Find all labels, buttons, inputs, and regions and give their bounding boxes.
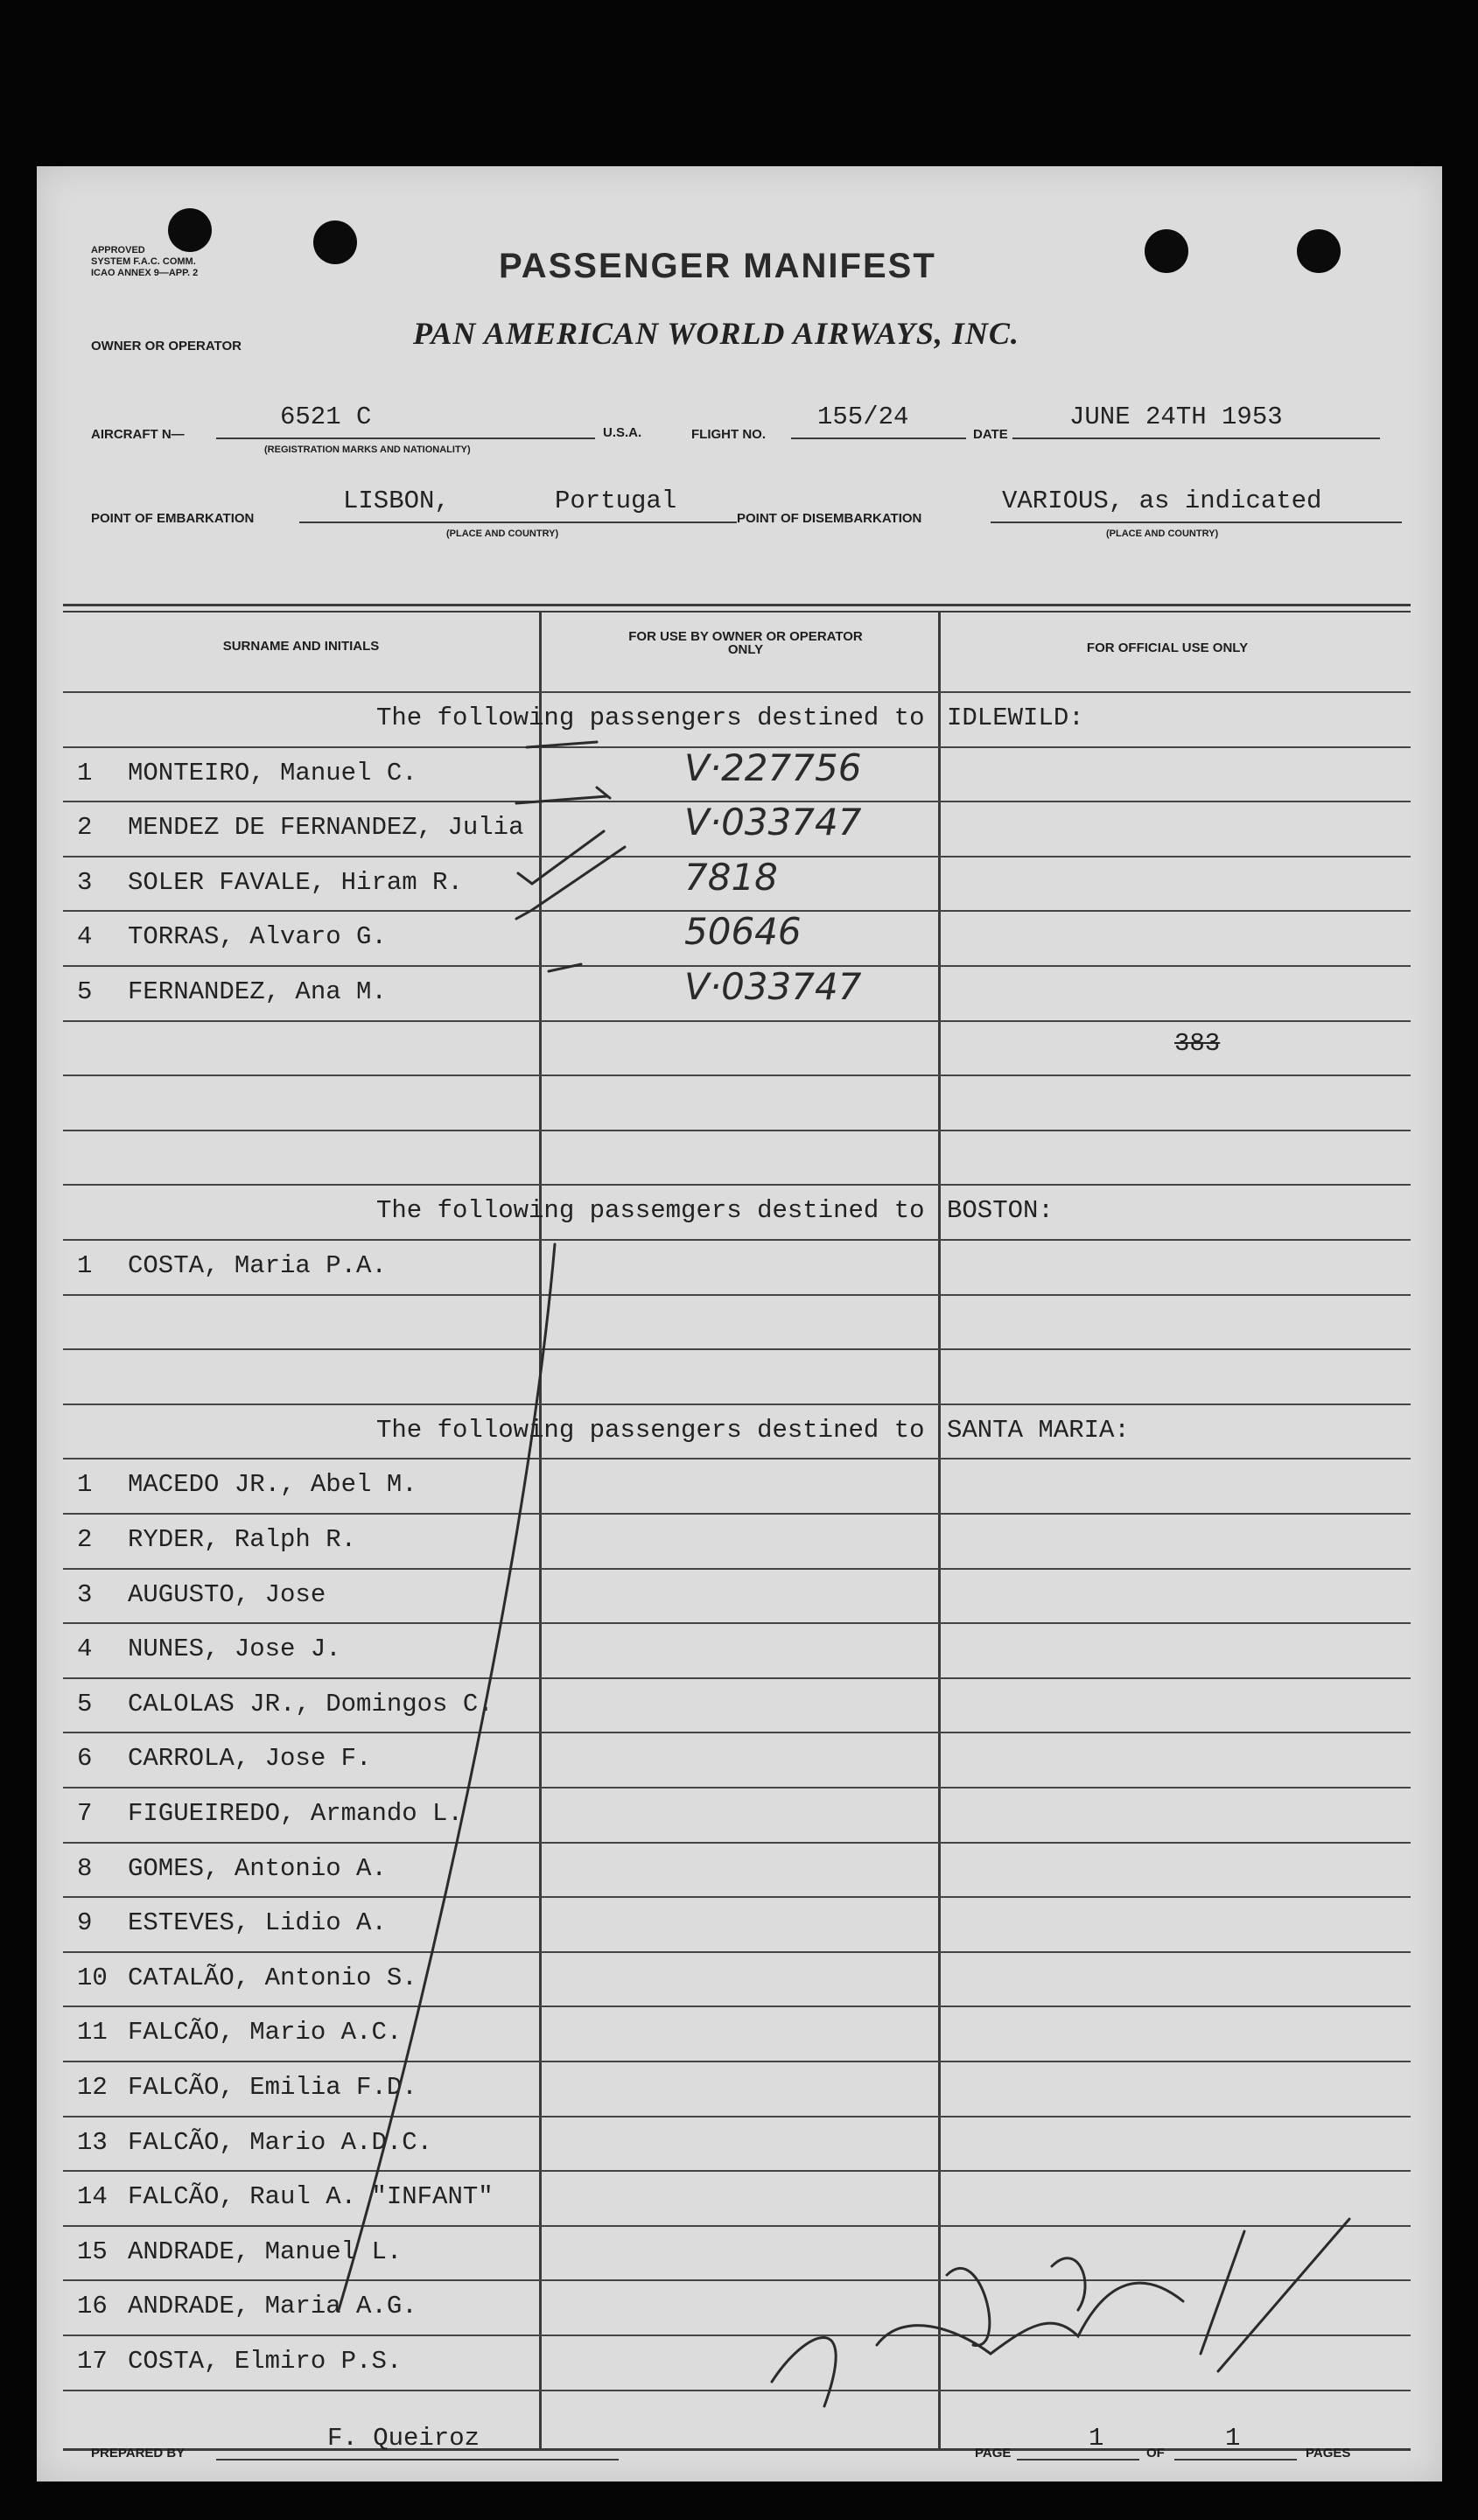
passenger-name: CARROLA, Jose F. [128,1744,372,1774]
strike-line [339,1244,555,2310]
page-count: 1 [1225,2424,1241,2453]
check-mark [516,788,610,803]
prepared-label: PREPARED BY [91,2446,186,2460]
operator-note: V·227756 [684,746,862,789]
date-value: JUNE 24TH 1953 [1069,402,1283,431]
column-header-official-use: FOR OFFICIAL USE ONLY [1086,640,1249,655]
aircraft-label: AIRCRAFT N— [91,427,185,442]
disembarkation-value: VARIOUS, as indicated [1002,486,1322,515]
owner-label: OWNER OR OPERATOR [91,339,242,354]
check-mark [518,831,604,884]
passenger-number: 2 [77,1525,93,1554]
passenger-number: 5 [77,977,93,1006]
column-header-surname: SURNAME AND INITIALS [222,639,380,654]
passenger-name: NUNES, Jose J. [128,1634,341,1664]
official-mark: 383 [1174,1028,1221,1058]
passenger-number: 16 [77,2292,108,2321]
check-mark [527,742,597,747]
passenger-number: 14 [77,2182,108,2212]
page-title: PASSENGER MANIFEST [499,247,936,285]
passenger-number: 11 [77,2018,108,2048]
column-header-owner-use: FOR USE BY OWNER OR OPERATOR ONLY [628,629,863,657]
passenger-number: 4 [77,1634,93,1664]
passenger-number: 5 [77,1689,93,1718]
passenger-name: CATALÃO, Antonio S. [128,1963,417,1992]
of-label: OF [1146,2446,1165,2460]
passenger-number: 1 [77,758,93,788]
form-code-line: APPROVED [91,245,145,256]
passenger-number: 7 [77,1799,93,1828]
passenger-name: AUGUSTO, Jose [128,1579,326,1609]
page-number: 1 [1089,2424,1104,2453]
passenger-name: MONTEIRO, Manuel C. [128,758,417,788]
form-code-line: SYSTEM F.A.C. COMM. [91,256,196,267]
passenger-name: FERNANDEZ, Ana M. [128,977,387,1006]
prepared-value: F. Queiroz [327,2424,480,2453]
passenger-name: FALCÃO, Mario A.C. [128,2018,403,2048]
aircraft-value: 6521 C [280,402,372,431]
passenger-number: 13 [77,2127,108,2157]
passenger-name: ANDRADE, Maria A.G. [128,2292,417,2321]
passenger-number: 4 [77,922,93,952]
passenger-name: FALCÃO, Mario A.D.C. [128,2127,433,2157]
aircraft-sub: (REGISTRATION MARKS AND NATIONALITY) [264,444,471,455]
embarkation-country: Portugal [555,486,677,515]
passenger-name: MENDEZ DE FERNANDEZ, Julia [128,813,524,843]
passenger-number: 15 [77,2236,108,2266]
passenger-number: 2 [77,813,93,843]
flight-value: 155/24 [817,402,909,431]
passenger-name: COSTA, Elmiro P.S. [128,2347,403,2376]
group-heading: The following passemgers destined to [376,1196,925,1226]
flight-label: FLIGHT NO. [691,427,766,442]
passenger-name: ANDRADE, Manuel L. [128,2236,403,2266]
passenger-number: 8 [77,1853,93,1883]
embarkation-label: POINT OF EMBARKATION [91,511,255,526]
passenger-name: SOLER FAVALE, Hiram R. [128,867,463,897]
group-destination: SANTA MARIA: [947,1415,1130,1445]
passenger-number: 17 [77,2347,108,2376]
passenger-name: CALOLAS JR., Domingos C. [128,1689,494,1718]
passenger-name: FALCÃO, Raul A. "INFANT" [128,2182,494,2212]
pages-label: PAGES [1306,2446,1351,2460]
passenger-number: 12 [77,2073,108,2102]
passenger-number: 10 [77,1963,108,1992]
aircraft-country: U.S.A. [603,425,642,440]
manifest-document [37,166,1442,2482]
passenger-name: ESTEVES, Lidio A. [128,1908,387,1938]
passenger-number: 1 [77,1470,93,1500]
passenger-number: 6 [77,1744,93,1774]
passenger-number: 9 [77,1908,93,1938]
group-destination: BOSTON: [947,1196,1054,1226]
embarkation-city: LISBON, [343,486,450,515]
passenger-name: FIGUEIREDO, Armando L. [128,1799,463,1828]
disembarkation-label: POINT OF DISEMBARKATION [737,511,922,526]
group-heading: The following passengers destined to [376,1415,925,1445]
prepared-underline [216,2459,619,2460]
date-label: DATE [973,427,1008,442]
passenger-number: 3 [77,867,93,897]
check-mark [549,964,581,971]
operator-note: 50646 [684,910,802,954]
signature [947,2258,1085,2346]
passenger-name: MACEDO JR., Abel M. [128,1470,417,1500]
page-label: PAGE [975,2446,1012,2460]
passenger-name: COSTA, Maria P.A. [128,1251,387,1280]
passenger-number: 1 [77,1251,93,1280]
group-destination: IDLEWILD: [947,704,1084,732]
form-code-line: ICAO ANNEX 9—APP. 2 [91,268,199,278]
passenger-name: GOMES, Antonio A. [128,1853,387,1883]
page-count-underline [1174,2459,1297,2460]
embarkation-sub: (PLACE AND COUNTRY) [446,528,559,539]
passenger-name: TORRAS, Alvaro G. [128,922,387,952]
company-name: PAN AMERICAN WORLD AIRWAYS, INC. [413,316,1019,351]
group-heading: The following passengers destined to [376,704,925,732]
passenger-number: 3 [77,1579,93,1609]
page-underline [1017,2459,1139,2460]
passenger-name: RYDER, Ralph R. [128,1525,357,1554]
operator-note: 7818 [684,855,778,899]
operator-note: V·033747 [684,801,862,844]
disembarkation-sub: (PLACE AND COUNTRY) [1106,528,1219,539]
passenger-name: FALCÃO, Emilia F.D. [128,2073,417,2102]
operator-note: V·033747 [684,965,862,1008]
signature [772,2219,1349,2406]
handwriting-overlay [37,166,1442,2482]
